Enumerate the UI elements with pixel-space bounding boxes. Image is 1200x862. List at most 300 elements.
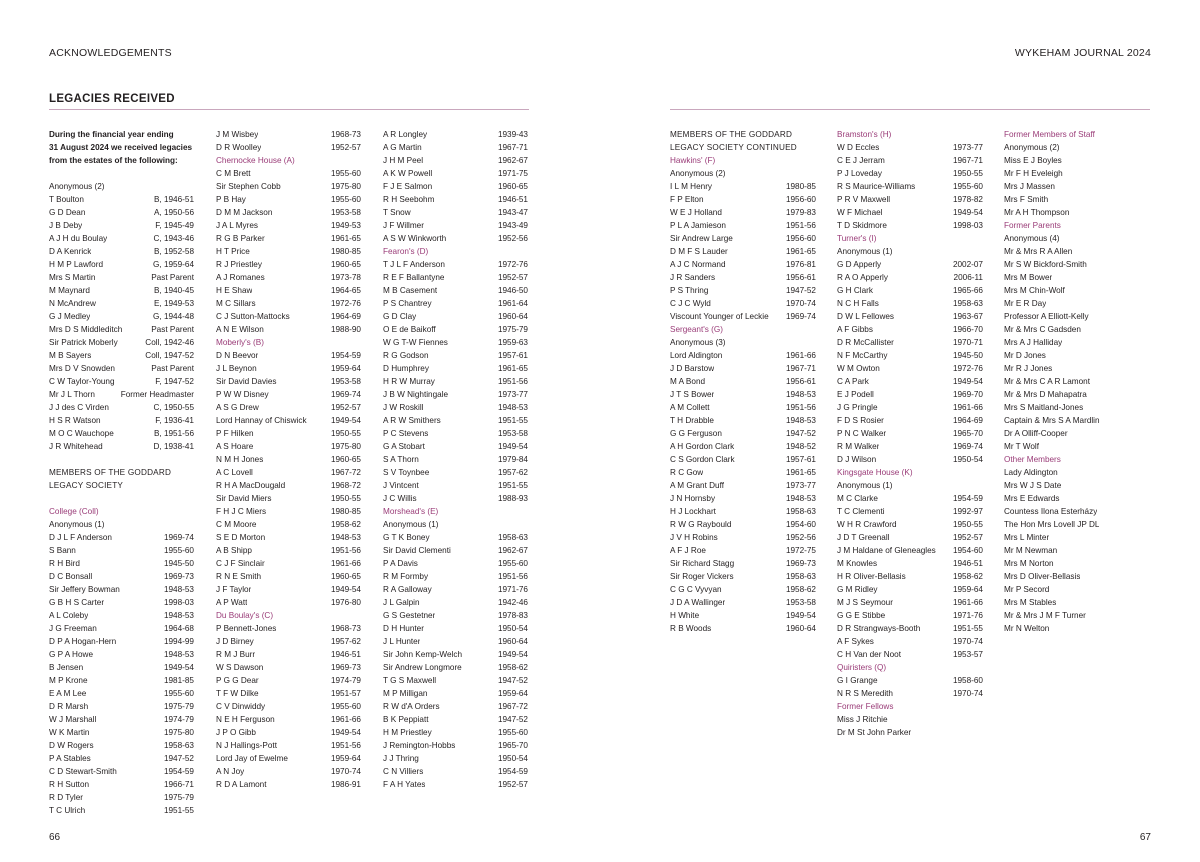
member-name: H T Price xyxy=(216,247,250,256)
member-years: 1947-52 xyxy=(163,754,194,763)
member-years: 1948-53 xyxy=(163,650,194,659)
list-item xyxy=(1004,466,1150,479)
member-name: G A Stobart xyxy=(383,442,425,451)
member-years: 1950-55 xyxy=(952,520,983,529)
list-item xyxy=(216,635,361,648)
member-name: J W Roskill xyxy=(383,403,424,412)
list-item xyxy=(383,453,528,466)
member-name: J F Taylor xyxy=(216,585,252,594)
member-years: 1986-91 xyxy=(330,780,361,789)
member-name: The Hon Mrs Lovell JP DL xyxy=(1004,520,1100,529)
list-item xyxy=(216,778,361,791)
member-name: S V Toynbee xyxy=(383,468,430,477)
member-name: P Bennett-Jones xyxy=(216,624,277,633)
member-name: J B W Nightingale xyxy=(383,390,449,399)
member-name: D H Hunter xyxy=(383,624,424,633)
member-years: 1960-65 xyxy=(330,260,361,269)
member-name: G P A Howe xyxy=(49,650,93,659)
list-item xyxy=(216,427,361,440)
member-years: 1955-60 xyxy=(330,169,361,178)
list-item xyxy=(49,362,194,375)
list-item xyxy=(49,271,194,284)
member-years: 1955-60 xyxy=(952,182,983,191)
list-item xyxy=(670,453,816,466)
list-item xyxy=(49,557,194,570)
member-name: Mrs W J S Date xyxy=(1004,481,1062,490)
spacer xyxy=(49,492,194,505)
list-item xyxy=(670,570,816,583)
list-item xyxy=(1004,583,1150,596)
list-item xyxy=(383,726,528,739)
member-name: R N E Smith xyxy=(216,572,262,581)
member-years: 1980-85 xyxy=(785,182,816,191)
list-item xyxy=(49,206,194,219)
member-name: H S R Watson xyxy=(49,416,101,425)
member-years: Past Parent xyxy=(151,364,194,373)
list-item xyxy=(49,518,194,531)
member-years: 1949-54 xyxy=(330,416,361,425)
member-years: B, 1946-51 xyxy=(153,195,194,204)
list-item xyxy=(670,180,816,193)
list-item xyxy=(670,258,816,271)
list-item xyxy=(837,414,983,427)
list-item xyxy=(216,375,361,388)
member-years: 1960-64 xyxy=(497,637,528,646)
member-name: T J L F Anderson xyxy=(383,260,445,269)
running-head-left: ACKNOWLEDGEMENTS xyxy=(49,47,172,59)
member-name: S A Thorn xyxy=(383,455,419,464)
list-item xyxy=(837,726,983,739)
member-name: R M J Burr xyxy=(216,650,256,659)
member-years: 1972-76 xyxy=(952,364,983,373)
list-item xyxy=(837,713,983,726)
member-name: C H Van der Noot xyxy=(837,650,902,659)
member-name: Mr & Mrs R A Allen xyxy=(1004,247,1073,256)
member-years: D, 1938-41 xyxy=(153,442,194,451)
list-item xyxy=(837,219,983,232)
section-heading: Fearon's (D) xyxy=(383,247,429,256)
member-name: R W G Raybould xyxy=(670,520,732,529)
section-heading: Bramston's (H) xyxy=(837,130,892,139)
member-name: A H Gordon Clark xyxy=(670,442,735,451)
page-number-left: 66 xyxy=(49,832,61,843)
list-item xyxy=(49,193,194,206)
member-name: W K Martin xyxy=(49,728,90,737)
member-years: 1951-55 xyxy=(163,806,194,815)
member-name: Anonymous (1) xyxy=(837,247,893,256)
list-item xyxy=(49,635,194,648)
list-item xyxy=(837,180,983,193)
list-item xyxy=(49,804,194,817)
member-years xyxy=(980,245,983,258)
member-name: P J Loveday xyxy=(837,169,882,178)
member-name: C J Sutton-Mattocks xyxy=(216,312,290,321)
intro-line: 31 August 2024 we received legacies xyxy=(49,143,193,152)
list-item xyxy=(216,726,361,739)
member-name: F H J C Miers xyxy=(216,507,267,516)
list-item xyxy=(837,245,983,258)
list-item xyxy=(1004,193,1150,206)
list-item xyxy=(216,284,361,297)
member-name: R D Tyler xyxy=(49,793,83,802)
member-years: 1969-73 xyxy=(163,572,194,581)
member-name: Dr A Olliff-Cooper xyxy=(1004,429,1068,438)
member-name: Mrs D S Middleditch xyxy=(49,325,123,334)
member-name: Mrs M Norton xyxy=(1004,559,1054,568)
member-years: 1951-56 xyxy=(330,546,361,555)
member-name: Mrs L Minter xyxy=(1004,533,1050,542)
member-name: A F J Roe xyxy=(670,546,706,555)
list-item xyxy=(1004,206,1150,219)
member-name: N J Hallings-Pott xyxy=(216,741,277,750)
list-item xyxy=(837,258,983,271)
member-name: Mr N Welton xyxy=(1004,624,1050,633)
list-item xyxy=(383,414,528,427)
member-years: 1964-69 xyxy=(952,416,983,425)
member-name: A N Joy xyxy=(216,767,245,776)
list-item xyxy=(1004,492,1150,505)
member-years: 1957-62 xyxy=(330,637,361,646)
member-years: 1950-54 xyxy=(497,624,528,633)
member-years: 1952-56 xyxy=(497,234,528,243)
member-years: 1949-54 xyxy=(952,208,983,217)
list-item xyxy=(383,336,528,349)
member-years: 1975-79 xyxy=(497,325,528,334)
member-name: Anonymous (1) xyxy=(837,481,893,490)
member-name: W M Owton xyxy=(837,364,880,373)
list-item xyxy=(383,609,528,622)
list-item xyxy=(49,596,194,609)
list-item xyxy=(670,193,816,206)
member-name: R E F Ballantyne xyxy=(383,273,445,282)
member-name: J D Birney xyxy=(216,637,254,646)
list-item xyxy=(216,479,361,492)
list-item xyxy=(1004,258,1150,271)
member-name: P R V Maxwell xyxy=(837,195,891,204)
member-years: 1963-67 xyxy=(952,312,983,321)
member-years: F, 1936-41 xyxy=(155,416,194,425)
member-name: R M Walker xyxy=(837,442,880,451)
member-years: 1971-75 xyxy=(497,169,528,178)
member-name: Mr & Mrs J M F Turner xyxy=(1004,611,1086,620)
member-name: G I Grange xyxy=(837,676,878,685)
member-name: Mrs J Massen xyxy=(1004,182,1055,191)
member-years: 1978-82 xyxy=(952,195,983,204)
member-years xyxy=(813,167,816,180)
member-years: F, 1945-49 xyxy=(155,221,194,230)
member-years: 1964-69 xyxy=(330,312,361,321)
column-4 xyxy=(670,128,816,635)
page-title: LEGACIES RECEIVED xyxy=(49,93,175,105)
member-years: 1950-54 xyxy=(952,455,983,464)
member-name: Mrs M Stables xyxy=(1004,598,1057,607)
list-item xyxy=(216,570,361,583)
member-name: D R Marsh xyxy=(49,702,89,711)
list-item xyxy=(216,583,361,596)
member-years: 1960-65 xyxy=(330,455,361,464)
member-years: 1943-49 xyxy=(497,221,528,230)
section-heading: Other Members xyxy=(1004,455,1061,464)
member-years: 1972-75 xyxy=(785,546,816,555)
member-years: 1943-47 xyxy=(497,208,528,217)
member-name: E J Podell xyxy=(837,390,874,399)
list-item xyxy=(837,453,983,466)
member-name: G B H S Carter xyxy=(49,598,105,607)
member-years: 1961-65 xyxy=(497,364,528,373)
member-name: D N Beevor xyxy=(216,351,259,360)
member-name: P S Thring xyxy=(670,286,709,295)
list-item xyxy=(383,297,528,310)
member-name: Mr & Mrs D Mahapatra xyxy=(1004,390,1087,399)
member-years: 1956-60 xyxy=(785,195,816,204)
member-name: P B Hay xyxy=(216,195,246,204)
member-years: 1971-76 xyxy=(497,585,528,594)
member-years: 1970-74 xyxy=(952,689,983,698)
member-years: 1960-64 xyxy=(497,312,528,321)
list-item xyxy=(837,206,983,219)
member-name: Anonymous (2) xyxy=(49,182,105,191)
list-item xyxy=(670,219,816,232)
list-item xyxy=(383,427,528,440)
list-item xyxy=(1004,414,1150,427)
list-item xyxy=(49,609,194,622)
member-years: 1988-90 xyxy=(330,325,361,334)
member-name: J C Willis xyxy=(383,494,417,503)
member-name: Mr S W Bickford-Smith xyxy=(1004,260,1087,269)
list-item xyxy=(383,492,528,505)
member-years: 1951-56 xyxy=(330,741,361,750)
list-item xyxy=(216,453,361,466)
list-item xyxy=(670,271,816,284)
list-item xyxy=(216,362,361,375)
member-years: 1970-74 xyxy=(952,637,983,646)
member-name: Sir Andrew Large xyxy=(670,234,733,243)
list-item xyxy=(216,531,361,544)
list-item xyxy=(837,323,983,336)
member-years: 1959-64 xyxy=(497,689,528,698)
section-heading: Former Members of Staff xyxy=(1004,130,1095,139)
list-item xyxy=(383,778,528,791)
spacer xyxy=(49,167,194,180)
member-years: 1974-79 xyxy=(330,676,361,685)
list-item xyxy=(383,583,528,596)
member-name: Mr J L Thorn xyxy=(49,390,95,399)
list-item xyxy=(670,427,816,440)
list-item xyxy=(670,609,816,622)
member-name: W H R Crawford xyxy=(837,520,897,529)
member-years: 1951-56 xyxy=(785,221,816,230)
member-years: 1952-57 xyxy=(952,533,983,542)
list-item xyxy=(1004,557,1150,570)
member-name: C M Brett xyxy=(216,169,251,178)
list-item xyxy=(49,687,194,700)
member-years: 1958-63 xyxy=(785,507,816,516)
list-item xyxy=(837,622,983,635)
member-years: 1946-51 xyxy=(952,559,983,568)
list-item xyxy=(49,648,194,661)
list-item xyxy=(670,245,816,258)
list-item xyxy=(383,232,528,245)
list-item xyxy=(216,245,361,258)
member-years: 1998-03 xyxy=(952,221,983,230)
member-years: 1946-50 xyxy=(497,286,528,295)
member-years: 1948-53 xyxy=(785,416,816,425)
list-item xyxy=(1004,141,1150,154)
intro-line: During the financial year ending xyxy=(49,130,174,139)
member-name: Anonymous (3) xyxy=(670,338,726,347)
member-years: 1952-56 xyxy=(785,533,816,542)
member-name: A G Martin xyxy=(383,143,422,152)
member-name: N McAndrew xyxy=(49,299,96,308)
member-name: Mr F H Eveleigh xyxy=(1004,169,1063,178)
member-name: Mrs A J Halliday xyxy=(1004,338,1063,347)
list-item xyxy=(1004,154,1150,167)
list-item xyxy=(1004,245,1150,258)
section-heading: Hawkins' (F) xyxy=(670,156,716,165)
member-years: 1968-73 xyxy=(330,624,361,633)
member-name: Sir Patrick Moberly xyxy=(49,338,118,347)
section-heading: Chernocke House (A) xyxy=(216,156,295,165)
member-years: 1975-79 xyxy=(163,793,194,802)
member-name: A B Shipp xyxy=(216,546,252,555)
member-name: J L Galpin xyxy=(383,598,420,607)
member-years: 1948-53 xyxy=(330,533,361,542)
list-item xyxy=(670,362,816,375)
member-name: F P Elton xyxy=(670,195,704,204)
list-item xyxy=(49,388,194,401)
list-item xyxy=(383,310,528,323)
list-item xyxy=(837,505,983,518)
list-item xyxy=(216,752,361,765)
list-item xyxy=(837,440,983,453)
member-name: Miss E J Boyles xyxy=(1004,156,1062,165)
list-item xyxy=(1004,232,1150,245)
member-name: Captain & Mrs S A Mardlin xyxy=(1004,416,1100,425)
member-years: 1969-73 xyxy=(785,559,816,568)
member-name: J B Deby xyxy=(49,221,83,230)
list-item xyxy=(49,284,194,297)
member-name: T C Clementi xyxy=(837,507,885,516)
list-item xyxy=(837,479,983,492)
member-name: Dr M St John Parker xyxy=(837,728,912,737)
list-item xyxy=(383,375,528,388)
section-heading: Turner's (I) xyxy=(837,234,877,243)
list-item xyxy=(216,323,361,336)
member-years: 1961-65 xyxy=(785,468,816,477)
member-years: 1967-71 xyxy=(785,364,816,373)
list-item xyxy=(49,180,194,193)
member-name: Sir John Kemp-Welch xyxy=(383,650,463,659)
list-item xyxy=(383,388,528,401)
list-item xyxy=(670,583,816,596)
list-item xyxy=(670,349,816,362)
list-item xyxy=(383,193,528,206)
member-years: 1949-54 xyxy=(497,442,528,451)
member-name: R G Godson xyxy=(383,351,429,360)
member-name: J M Wisbey xyxy=(216,130,259,139)
list-item xyxy=(216,648,361,661)
member-years: 1969-74 xyxy=(330,390,361,399)
member-years: 1949-54 xyxy=(163,663,194,672)
member-name: R A O Apperly xyxy=(837,273,888,282)
member-years: 1980-85 xyxy=(330,507,361,516)
member-name: T F W Dilke xyxy=(216,689,259,698)
member-name: T Boulton xyxy=(49,195,84,204)
member-years: 1945-50 xyxy=(952,351,983,360)
list-item xyxy=(1004,570,1150,583)
list-item xyxy=(383,180,528,193)
list-item xyxy=(216,596,361,609)
member-years: 1947-52 xyxy=(497,676,528,685)
member-years: 1949-54 xyxy=(330,585,361,594)
member-years: 1958-62 xyxy=(952,572,983,581)
member-years: 1957-62 xyxy=(497,468,528,477)
member-years: 1978-83 xyxy=(497,611,528,620)
member-years: 1976-81 xyxy=(785,260,816,269)
member-name: M O C Wauchope xyxy=(49,429,114,438)
list-item xyxy=(383,271,528,284)
member-name: G J Medley xyxy=(49,312,91,321)
member-name: B Jensen xyxy=(49,663,84,672)
member-years: 1947-52 xyxy=(785,429,816,438)
list-item xyxy=(1004,271,1150,284)
member-name: A P Watt xyxy=(216,598,248,607)
page-number-right: 67 xyxy=(1139,832,1151,843)
member-name: W D Eccles xyxy=(837,143,880,152)
member-years: 1950-54 xyxy=(497,754,528,763)
list-item xyxy=(49,310,194,323)
member-years: 1956-60 xyxy=(785,234,816,243)
member-years: 1966-71 xyxy=(163,780,194,789)
member-years: 1953-58 xyxy=(497,429,528,438)
member-years: 1951-55 xyxy=(497,481,528,490)
member-name: W J Marshall xyxy=(49,715,97,724)
list-item xyxy=(216,388,361,401)
list-item xyxy=(216,167,361,180)
list-item xyxy=(1004,388,1150,401)
member-name: S Bann xyxy=(49,546,76,555)
member-years: 1949-54 xyxy=(785,611,816,620)
list-item xyxy=(1004,180,1150,193)
list-item xyxy=(670,466,816,479)
member-name: P F Hilken xyxy=(216,429,254,438)
member-years: 1951-56 xyxy=(497,572,528,581)
member-name: R B Woods xyxy=(670,624,712,633)
member-name: R S Maurice-Williams xyxy=(837,182,916,191)
member-name: Mr E R Day xyxy=(1004,299,1047,308)
member-years xyxy=(980,726,983,739)
right-page xyxy=(600,0,1200,862)
list-item xyxy=(670,440,816,453)
list-item xyxy=(49,401,194,414)
member-years: 1955-60 xyxy=(497,728,528,737)
member-years: 1949-54 xyxy=(497,650,528,659)
member-years: 1958-60 xyxy=(952,676,983,685)
member-name: W F Michael xyxy=(837,208,883,217)
member-name: Mrs E Edwards xyxy=(1004,494,1060,503)
list-item xyxy=(837,492,983,505)
member-years: 1966-70 xyxy=(952,325,983,334)
list-item xyxy=(216,128,361,141)
member-name: D M F S Lauder xyxy=(670,247,728,256)
member-name: Sir Richard Stagg xyxy=(670,559,735,568)
member-name: Mrs D Oliver-Bellasis xyxy=(1004,572,1081,581)
member-name: J J Thring xyxy=(383,754,419,763)
list-item xyxy=(383,622,528,635)
list-item xyxy=(670,505,816,518)
list-item xyxy=(216,466,361,479)
member-years: 1967-71 xyxy=(497,143,528,152)
